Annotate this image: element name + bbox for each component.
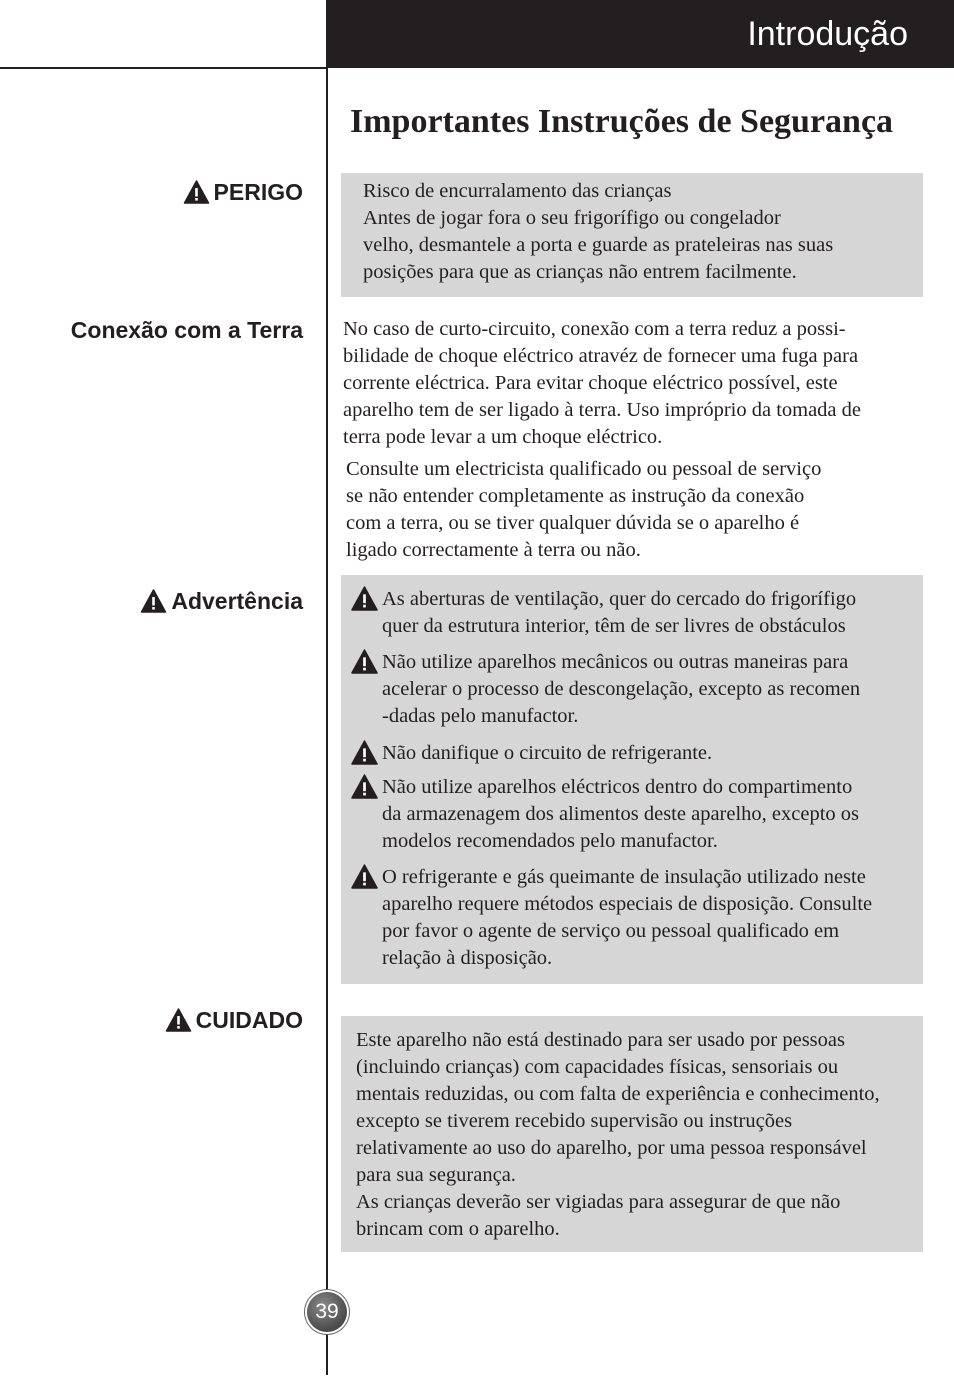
cuidado-line: relativamente ao uso do aparelho, por uma pessoa responsável bbox=[356, 1137, 867, 1159]
cuidado-line: Este aparelho não está destinado para ser usado por pessoas bbox=[356, 1029, 845, 1051]
warning-triangle-icon bbox=[165, 1008, 192, 1032]
advertencia-line: Não utilize aparelhos eléctricos dentro do compartimento bbox=[382, 776, 853, 798]
section-title: Introdução bbox=[747, 15, 908, 53]
perigo-box bbox=[341, 173, 923, 297]
advertencia-line: por favor o agente de serviço ou pessoal qualificado em bbox=[382, 920, 840, 942]
advertencia-line: Não utilize aparelhos mecânicos ou outras maneiras para bbox=[382, 651, 849, 673]
terra-line: aparelho tem de ser ligado à terra. Uso impróprio da tomada de bbox=[343, 399, 862, 421]
cuidado-line: As crianças deverão ser vigiadas para assegurar de que não bbox=[356, 1191, 841, 1213]
warning-triangle-icon bbox=[351, 740, 378, 765]
perigo-label-group bbox=[183, 178, 303, 206]
cuidado-line: mentais reduzidas, ou com falta de experiência e conhecimento, bbox=[356, 1083, 880, 1105]
terra-line: corrente eléctrica. Para evitar choque eléctrico possível, este bbox=[343, 372, 838, 394]
advertencia-line: quer da estrutura interior, têm de ser livres de obstáculos bbox=[382, 615, 846, 637]
cuidado-line: brincam com o aparelho. bbox=[356, 1218, 560, 1240]
cuidado-box bbox=[341, 1016, 923, 1252]
cuidado-label-group bbox=[165, 1006, 303, 1034]
warning-triangle-icon bbox=[183, 180, 210, 204]
perigo-line: velho, desmantele a porta e guarde as prateleiras nas suas bbox=[363, 234, 834, 256]
advertencia-label-group bbox=[140, 587, 303, 615]
perigo-label: PERIGO bbox=[213, 179, 303, 205]
warning-triangle-icon bbox=[351, 864, 378, 889]
column-divider bbox=[326, 0, 328, 1375]
cuidado-label: CUIDADO bbox=[195, 1007, 303, 1033]
advertencia-item bbox=[347, 774, 923, 855]
terra-label-group bbox=[71, 316, 303, 344]
cuidado-line: para sua segurança. bbox=[356, 1164, 516, 1186]
advertencia-line: O refrigerante e gás queimante de insulação utilizado neste bbox=[382, 866, 866, 888]
advertencia-item bbox=[347, 864, 923, 972]
header-bar bbox=[327, 0, 954, 68]
advertencia-item bbox=[347, 649, 923, 730]
perigo-line: Antes de jogar fora o seu frigorífigo ou congelador bbox=[363, 207, 781, 229]
advertencia-line: da armazenagem dos alimentos deste aparelho, excepto os bbox=[382, 803, 860, 825]
warning-triangle-icon bbox=[351, 774, 378, 799]
page-title: Importantes Instruções de Segurança bbox=[350, 103, 894, 140]
warning-triangle-icon bbox=[140, 589, 167, 613]
page-number: 39 bbox=[307, 1292, 347, 1332]
advertencia-line: acelerar o processo de descongelação, excepto as recomen bbox=[382, 678, 861, 700]
perigo-line: Risco de encurralamento das crianças bbox=[363, 180, 672, 202]
advertencia-box bbox=[341, 575, 923, 984]
terra-line: com a terra, ou se tiver qualquer dúvida se o aparelho é bbox=[346, 512, 800, 534]
terra-line: No caso de curto-circuito, conexão com a terra reduz a possi- bbox=[343, 318, 846, 340]
terra-line: se não entender completamente as instrução da conexão bbox=[346, 485, 805, 507]
advertencia-label: Advertência bbox=[171, 588, 303, 614]
advertencia-item bbox=[347, 586, 923, 640]
warning-triangle-icon bbox=[351, 649, 378, 674]
advertencia-line: modelos recomendados pelo manufactor. bbox=[382, 830, 718, 852]
advertencia-item bbox=[347, 740, 923, 767]
cuidado-line: (incluindo crianças) com capacidades físicas, sensoriais ou bbox=[356, 1056, 839, 1078]
terra-line: terra pode levar a um choque eléctrico. bbox=[343, 426, 663, 448]
advertencia-line: relação à disposição. bbox=[382, 947, 553, 969]
warning-triangle-icon bbox=[351, 586, 378, 611]
terra-line: ligado correctamente à terra ou não. bbox=[346, 539, 641, 561]
terra-label: Conexão com a Terra bbox=[70, 317, 303, 343]
perigo-line: posições para que as crianças não entrem facilmente. bbox=[363, 261, 797, 283]
terra-paragraph-2 bbox=[346, 456, 946, 564]
advertencia-line: aparelho requere métodos especiais de disposição. Consulte bbox=[382, 893, 873, 915]
advertencia-line: -dadas pelo manufactor. bbox=[382, 705, 579, 727]
terra-line: bilidade de choque eléctrico atravéz de fornecer uma fuga para bbox=[343, 345, 859, 367]
cuidado-line: excepto se tiverem recebido supervisão ou instruções bbox=[356, 1110, 793, 1132]
advertencia-line: Não danifique o circuito de refrigerante. bbox=[382, 742, 713, 764]
header-rule bbox=[0, 67, 327, 69]
terra-paragraph-1 bbox=[343, 316, 943, 451]
terra-line: Consulte um electricista qualificado ou pessoal de serviço bbox=[346, 458, 822, 480]
advertencia-line: As aberturas de ventilação, quer do cercado do frigorífigo bbox=[382, 588, 857, 610]
